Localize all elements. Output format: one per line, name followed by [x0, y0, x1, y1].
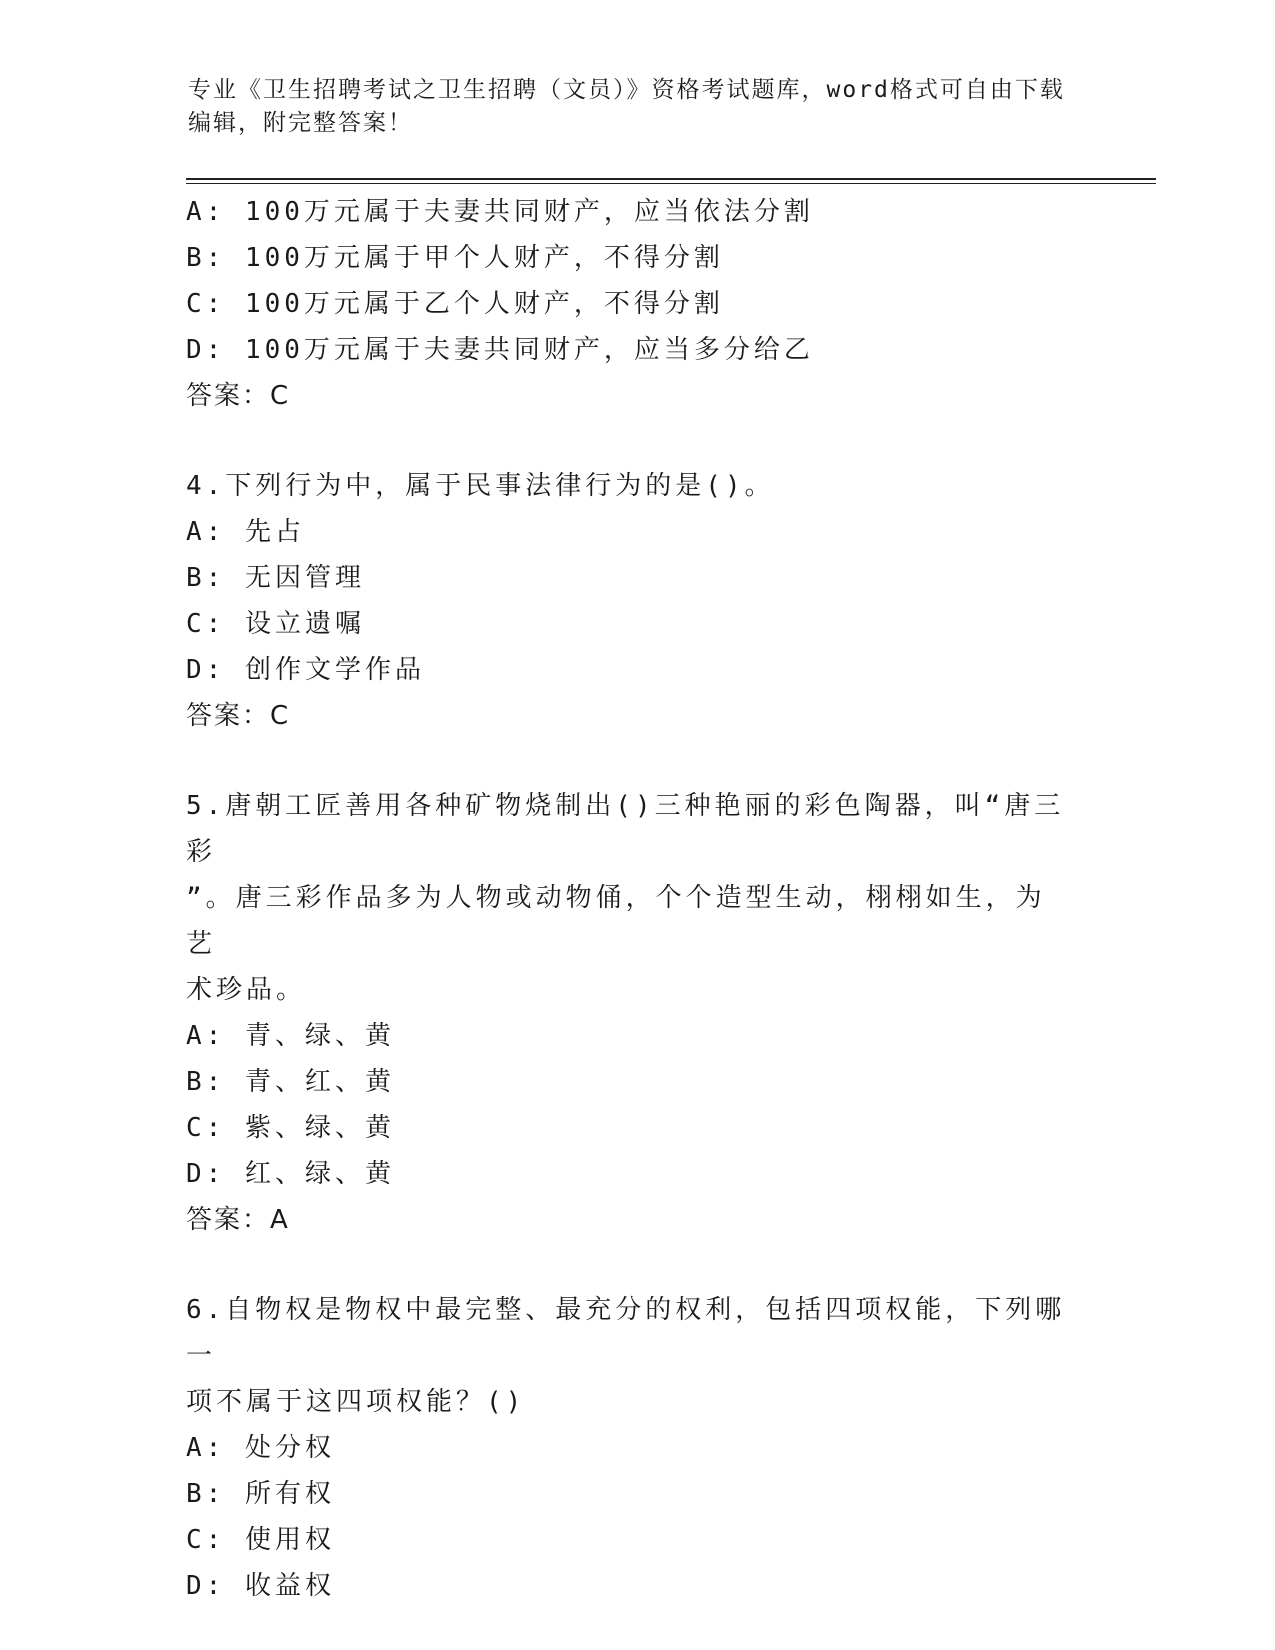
header-divider-thin: [186, 183, 1156, 184]
option-c: C: 100万元属于乙个人财产，不得分割: [186, 289, 724, 319]
answer-text: 答案：C: [186, 381, 291, 411]
option-d: D: 收益权: [186, 1571, 335, 1601]
option-b: B: 所有权: [186, 1479, 335, 1509]
option-d: D: 100万元属于夫妻共同财产，应当多分给乙: [186, 335, 814, 365]
header-divider-thick: [186, 178, 1156, 180]
question-6-block: [186, 1287, 1066, 1609]
question-text: 4.下列行为中，属于民事法律行为的是()。: [186, 471, 775, 501]
option-c: C: 紫、绿、黄: [186, 1113, 395, 1143]
answer-text: 答案：C: [186, 701, 291, 731]
question-text-line-1: 5.唐朝工匠善用各种矿物烧制出()三种艳丽的彩色陶器，叫“唐三彩: [186, 791, 1065, 867]
question-text-line-1: 6.自物权是物权中最完整、最充分的权利，包括四项权能，下列哪一: [186, 1295, 1066, 1371]
option-a: A: 先占: [186, 517, 305, 547]
option-b: B: 青、红、黄: [186, 1067, 395, 1097]
option-b: B: 100万元属于甲个人财产，不得分割: [186, 243, 724, 273]
option-a: A: 100万元属于夫妻共同财产，应当依法分割: [186, 197, 814, 227]
option-b: B: 无因管理: [186, 563, 365, 593]
option-d: D: 红、绿、黄: [186, 1159, 395, 1189]
spacer: [186, 1243, 1066, 1287]
option-a: A: 处分权: [186, 1433, 335, 1463]
document-header: 专业《卫生招聘考试之卫生招聘（文员）》资格考试题库，word格式可自由下载编辑，附完整答案！: [188, 77, 1065, 136]
answer-text: 答案：A: [186, 1205, 290, 1235]
question-list: [186, 189, 1066, 1609]
question-4-block: [186, 463, 1066, 739]
question-3-block: [186, 189, 1066, 419]
question-text-line-3: 术珍品。: [186, 975, 307, 1005]
spacer: [186, 739, 1066, 783]
option-c: C: 设立遗嘱: [186, 609, 365, 639]
question-text-line-2: ”。唐三彩作品多为人物或动物俑，个个造型生动，栩栩如生，为艺: [186, 883, 1046, 959]
question-5-block: [186, 783, 1066, 1243]
option-c: C: 使用权: [186, 1525, 335, 1555]
option-a: A: 青、绿、黄: [186, 1021, 395, 1051]
option-d: D: 创作文学作品: [186, 655, 425, 685]
question-text-line-2: 项不属于这四项权能？(): [186, 1387, 526, 1417]
spacer: [186, 419, 1066, 463]
